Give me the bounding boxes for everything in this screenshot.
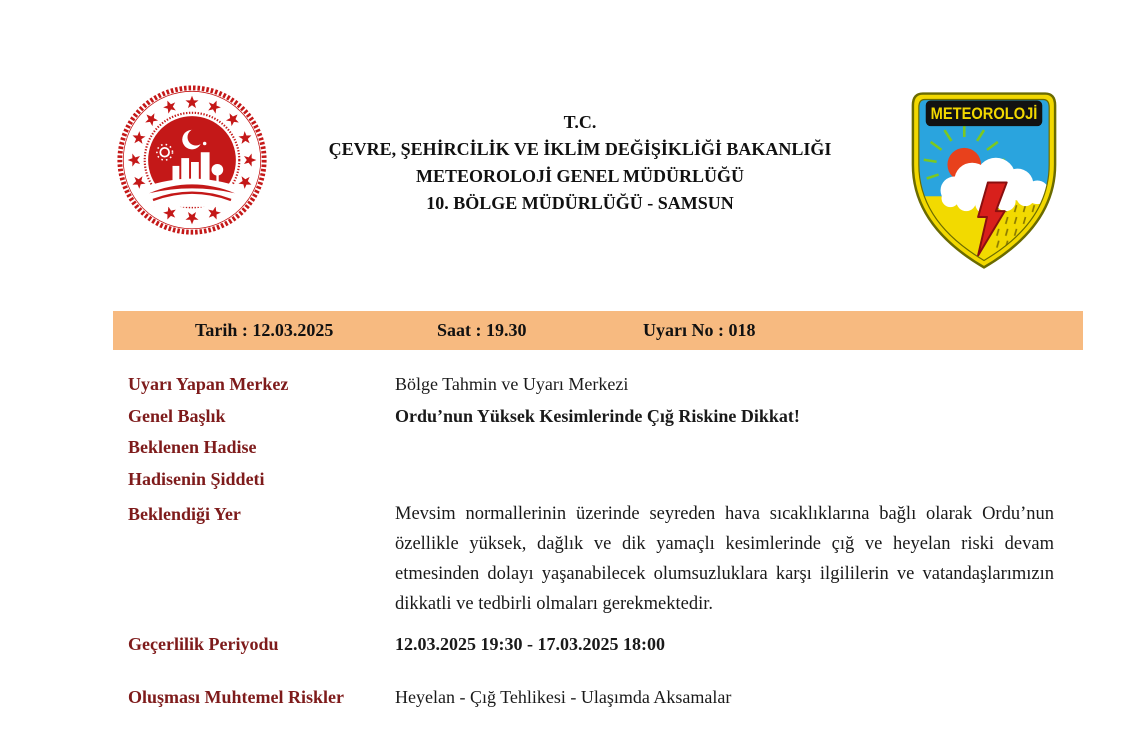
field-value: Ordu’nun Yüksek Kesimlerinde Çığ Riskine Dikkat! [395, 405, 800, 426]
field-label: Hadisenin Şiddeti [128, 468, 265, 489]
document-header [270, 109, 890, 217]
field-value: Bölge Tahmin ve Uyarı Merkezi [395, 374, 629, 394]
field-value: Mevsim normallerinin üzerinde seyreden hava sıcaklıklarına bağlı olarak Ordu’nun özellikle yüksek, dağlık ve dik yamaçlı kesimlerinde çığ ve heyelan riski devam etmesinden dolayı yaşanabilecek olumsuzluklara karşı ilgililerin ve vatandaşlarımızın dikkatli ve tedbirli olmaları gerekmektedir. [395, 504, 1054, 614]
header-line-tc: T.C. [563, 112, 597, 132]
field-row-issuing-center [128, 369, 1054, 401]
header-line-region: 10. BÖLGE MÜDÜRLÜĞÜ - SAMSUN [426, 193, 734, 213]
field-label: Oluşması Muhtemel Riskler [128, 686, 344, 707]
warning-number-field: Uyarı No : 018 [643, 320, 756, 340]
field-row-possible-risks [128, 682, 1054, 714]
field-row-expected-location [128, 499, 1054, 619]
meteorology-logo-text: METEOROLOJİ [930, 104, 1038, 124]
field-row-validity-period [128, 629, 1054, 661]
meteorology-shield-icon [905, 85, 1063, 272]
field-label: Geçerlilik Periyodu [128, 634, 279, 654]
field-row-general-title [128, 401, 1054, 433]
header-line-directorate: METEOROLOJİ GENEL MÜDÜRLÜĞÜ [415, 166, 745, 186]
field-value: Heyelan - Çığ Tehlikesi - Ulaşımda Aksamalar [395, 686, 732, 707]
time-field: Saat : 19.30 [437, 320, 527, 340]
field-row-expected-event [128, 432, 1054, 464]
field-row-event-severity [128, 464, 1054, 496]
field-label: Uyarı Yapan Merkez [128, 374, 289, 394]
info-bar [113, 311, 1083, 350]
field-label: Beklendiği Yer [128, 504, 241, 524]
warning-details [128, 369, 1054, 713]
ministry-emblem-icon [114, 82, 270, 242]
field-label: Genel Başlık [128, 405, 226, 426]
header-line-ministry: ÇEVRE, ŞEHİRCİLİK VE İKLİM DEĞİŞİKLİĞİ BAKANLIĞI [328, 139, 832, 159]
date-field: Tarih : 12.03.2025 [195, 320, 334, 340]
field-label: Beklenen Hadise [128, 437, 257, 457]
field-value: 12.03.2025 19:30 - 17.03.2025 18:00 [395, 634, 665, 654]
